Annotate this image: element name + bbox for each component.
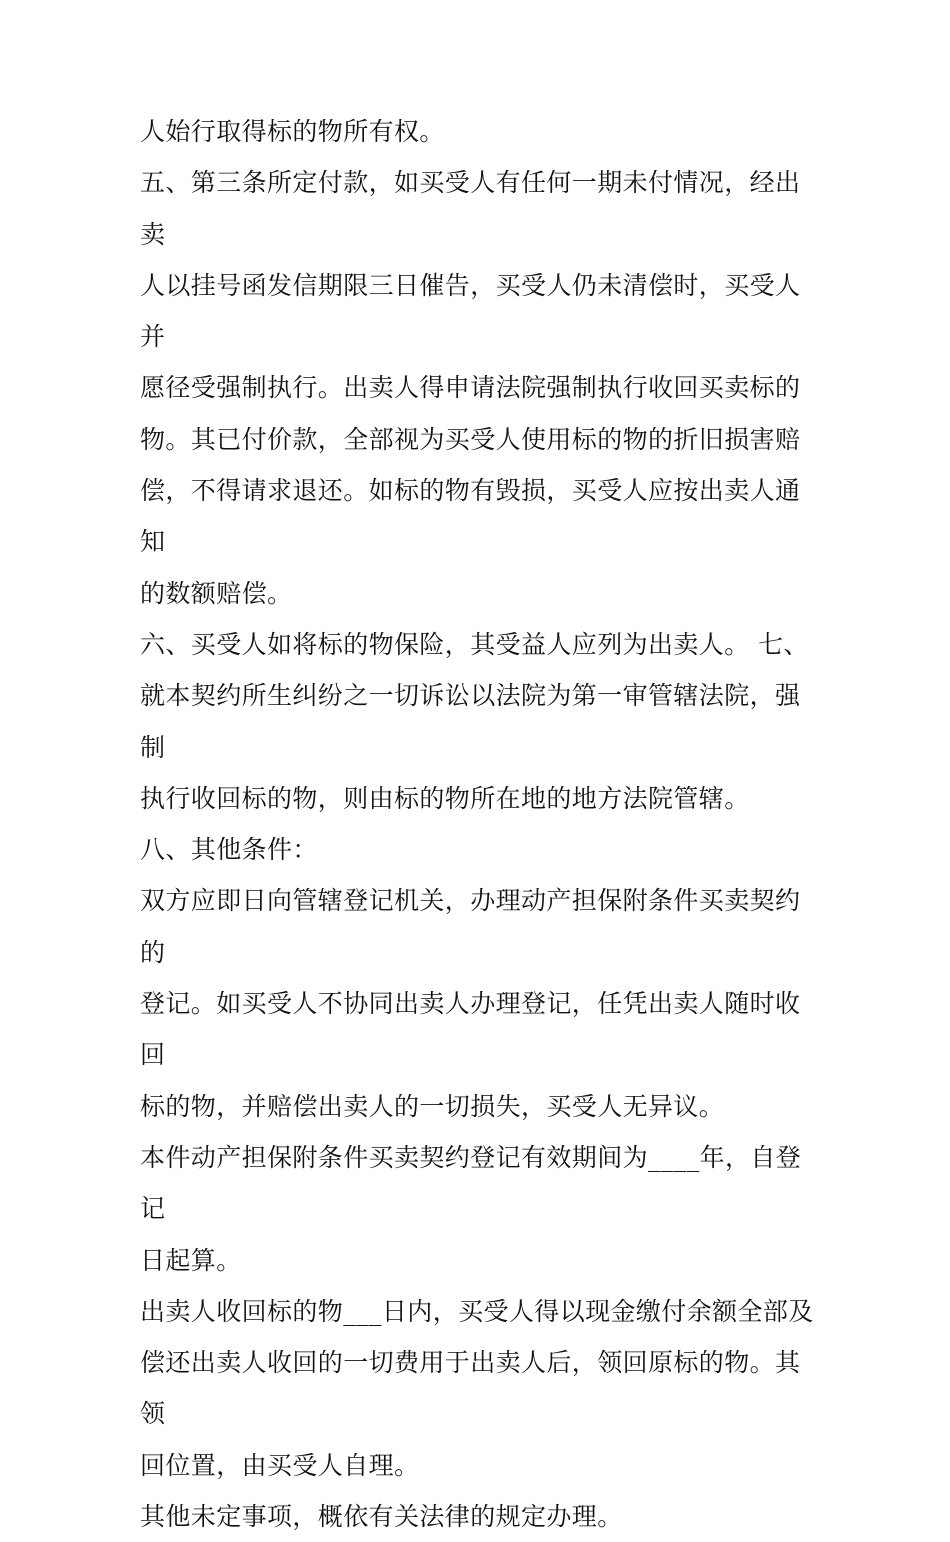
text-line-1: 人始行取得标的物所有权。 <box>140 117 445 146</box>
text-line-3: 人以挂号函发信期限三日催告，买受人仍未清偿时，买受人并 <box>140 270 801 352</box>
text-line-6: 偿，不得请求退还。如标的物有毁损，买受人应按出卖人通知 <box>140 476 801 557</box>
text-line-17: 出卖人收回标的物___日内，买受人得以现金缴付余额全部及 <box>140 1296 814 1326</box>
text-line-10: 执行收回标的物，则由标的物所在地的地方法院管辖。 <box>140 783 750 813</box>
text-line-13: 登记。如买受人不协同出卖人办理登记，任凭出卖人随时收回 <box>140 989 801 1070</box>
text-line-11: 八、其他条件： <box>140 835 318 865</box>
text-line-12: 双方应即日向管辖登记机关，办理动产担保附条件买卖契约的 <box>140 886 801 967</box>
text-line-14: 标的物，并赔偿出卖人的一切损失，买受人无异议。 <box>140 1091 725 1121</box>
text-line-15: 本件动产担保附条件买卖契约登记有效期间为____年，自登记 <box>140 1142 802 1224</box>
text-line-7: 的数额赔偿。 <box>140 578 293 608</box>
text-line-8: 六、买受人如将标的物保险，其受益人应列为出卖人。 七、 <box>140 629 809 659</box>
text-line-20: 其他未定事项，概依有关法律的规定办理。 <box>140 1502 623 1532</box>
contract-text <box>140 106 820 1542</box>
text-line-18: 偿还出卖人收回的一切费用于出卖人后，领回原标的物。其领 <box>140 1348 801 1429</box>
text-line-4: 愿径受强制执行。出卖人得申请法院强制执行收回买卖标的 <box>140 373 801 403</box>
text-line-16: 日起算。 <box>140 1245 242 1275</box>
text-line-5: 物。其已付价款，全部视为买受人使用标的物的折旧损害赔 <box>140 424 801 454</box>
text-line-2: 五、第三条所定付款，如买受人有任何一期未付情况，经出卖 <box>140 168 801 249</box>
text-line-9: 就本契约所生纠纷之一切诉讼以法院为第一审管辖法院，强制 <box>140 681 801 762</box>
text-line-19: 回位置，由买受人自理。 <box>140 1450 420 1480</box>
